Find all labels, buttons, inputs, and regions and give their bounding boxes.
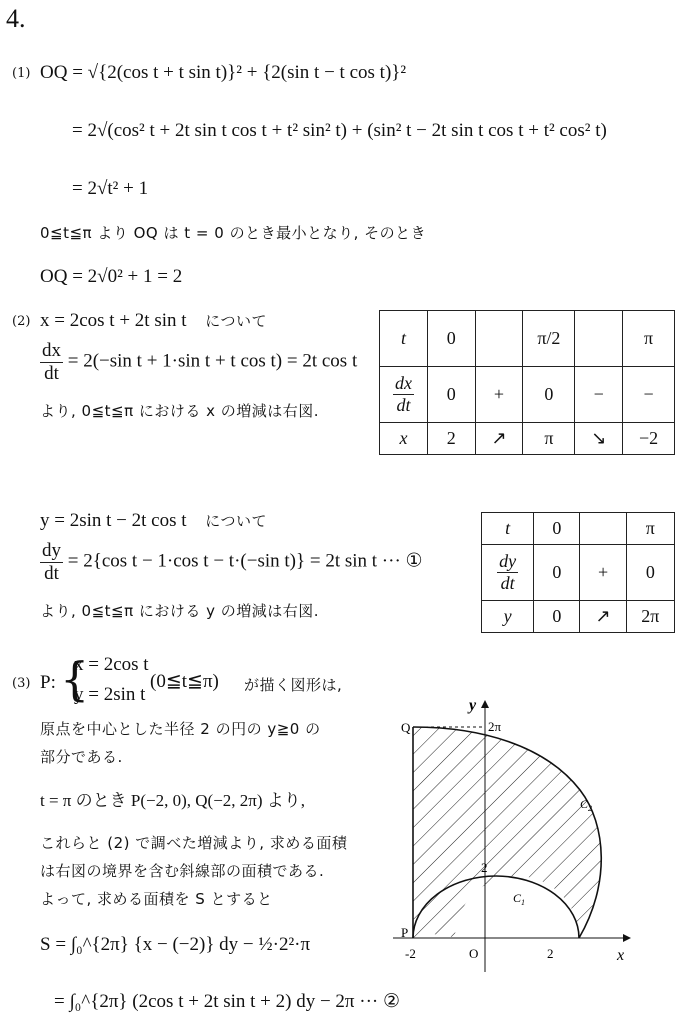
part2-y-def: [40, 510, 267, 532]
tx-dx-label: [393, 373, 414, 415]
dx-fraction: [40, 340, 63, 385]
tx-cell: −2: [623, 423, 675, 455]
tx-cell: π: [623, 311, 675, 367]
x-about-text: について: [205, 312, 267, 330]
tx-cell: ↘: [575, 423, 623, 455]
part3-line3: 部分である.: [40, 748, 123, 766]
part3-p-line1: x = 2cos t: [74, 654, 149, 675]
table-x-row-t: [380, 311, 675, 367]
dx-rhs: = 2(−sin t + 1·sin t + t cos t) = 2t cos t: [67, 350, 358, 372]
part2-y-text: より, 0≦t≦π における y の増減は右図.: [40, 602, 320, 620]
ty-cell: 0: [534, 513, 580, 545]
x-axis-arrow-icon: [623, 934, 631, 942]
y-def-expr: y = 2sin t − 2t cos t: [40, 510, 187, 531]
ty-cell: ↗: [580, 601, 626, 633]
part2-x-text: より, 0≦t≦π における x の増減は右図.: [40, 402, 320, 420]
part3-line5: これらと (2) で調べた増減より, 求める面積: [40, 834, 348, 852]
tx-cell: x: [399, 428, 408, 448]
graph-label-c2: [580, 797, 592, 813]
x-def-expr: x = 2cos t + 2t sin t: [40, 310, 187, 331]
dy-num: dy: [42, 540, 61, 561]
tx-cell: 0: [428, 367, 476, 423]
table-y-variation: [481, 512, 675, 633]
ty-cell: +: [580, 545, 626, 601]
part3-p-text: が描く図形は,: [244, 676, 343, 694]
tx-cell: 2: [428, 423, 476, 455]
shaded-region: [413, 727, 601, 938]
c2-sub: 2: [588, 804, 593, 813]
graph-label-p: P: [401, 925, 409, 940]
dx-den: dt: [44, 362, 59, 384]
part3-eq-s2: = ∫₀^{2π} (2cos t + 2t sin t + 2) dy − 2π ··· ②: [54, 991, 401, 1012]
tx-cell: −: [623, 367, 675, 423]
problem-number: 4.: [6, 4, 26, 33]
part3-line6: は右図の境界を含む斜線部の面積である.: [40, 862, 325, 880]
tx-cell: π/2: [523, 311, 575, 367]
ty-dy-num: dy: [499, 551, 517, 572]
brace-icon: {: [60, 652, 90, 706]
tx-cell: t: [401, 328, 407, 348]
graph-label-2pi: 2π: [488, 719, 502, 734]
ty-cell: t: [505, 518, 511, 538]
ty-cell: 0: [626, 545, 674, 601]
table-y-row-y: [482, 601, 675, 633]
part3-eq-s1: S = ∫₀^{2π} {x − (−2)} dy − ½·2²·π: [40, 934, 311, 955]
tx-cell: [475, 311, 523, 367]
dx-num: dx: [42, 340, 61, 361]
y-axis-arrow-icon: [481, 700, 489, 708]
part3-line4: t = π のとき P(−2, 0), Q(−2, 2π) より,: [40, 791, 306, 810]
graph-label-neg2: -2: [405, 946, 416, 961]
part2-x-def: [40, 310, 267, 332]
ty-cell: [580, 513, 626, 545]
tx-dx-den: dt: [396, 395, 411, 415]
part3-p-prefix: P:: [40, 672, 56, 693]
ty-cell: 2π: [626, 601, 674, 633]
graph-label-y: y: [469, 697, 477, 714]
ty-cell: y: [503, 606, 512, 626]
ty-cell: 0: [534, 545, 580, 601]
part2-dy-equation: [40, 540, 423, 585]
part3-line2: 原点を中心とした半径 2 の円の y≧0 の: [40, 720, 321, 738]
part1-text: 0≦t≦π より OQ は t = 0 のとき最小となり, そのとき: [40, 224, 427, 242]
tx-cell: +: [475, 367, 523, 423]
area-graph: [385, 690, 635, 980]
part1-eq-min: OQ = 2√0² + 1 = 2: [40, 266, 183, 287]
graph-label-o: O: [469, 946, 479, 961]
tx-cell: 0: [428, 311, 476, 367]
graph-label-x: x: [617, 947, 625, 964]
table-x-row-x: [380, 423, 675, 455]
ty-dy-label: [497, 551, 518, 593]
tx-dx-num: dx: [395, 373, 412, 394]
ty-cell: π: [626, 513, 674, 545]
part3-p-line2: y = 2sin t: [74, 684, 146, 705]
graph-label-2-x: 2: [547, 946, 554, 961]
dy-den: dt: [44, 562, 59, 584]
dy-rhs: = 2{cos t − 1·cos t − t·(−sin t)} = 2t sin t ··· ①: [67, 550, 423, 572]
part1-label: (1): [12, 66, 31, 81]
part2-dx-equation: [40, 340, 357, 385]
graph-label-c1: [513, 891, 525, 907]
ty-cell: 0: [534, 601, 580, 633]
ty-dy-den: dt: [500, 573, 515, 593]
part1-eq-oq: OQ = √{2(cos t + t sin t)}² + {2(sin t − t cos t)}²: [40, 62, 407, 83]
tx-cell: 0: [523, 367, 575, 423]
graph-label-2-axis: 2: [481, 860, 488, 875]
part1-eq-simplified: = 2√t² + 1: [72, 178, 149, 199]
tx-cell: −: [575, 367, 623, 423]
y-about-text: について: [205, 512, 267, 530]
part3-label: (3): [12, 676, 31, 691]
c1-letter: C: [513, 891, 522, 905]
table-y-row-deriv: [482, 545, 675, 601]
graph-label-q: Q: [401, 720, 411, 735]
tx-cell: ↗: [475, 423, 523, 455]
part3-line7: よって, 求める面積を S とすると: [40, 890, 273, 908]
part2-label: (2): [12, 314, 31, 329]
table-x-row-deriv: [380, 367, 675, 423]
dy-fraction: [40, 540, 63, 585]
tx-cell: [575, 311, 623, 367]
table-x-variation: [379, 310, 675, 455]
c2-letter: C: [580, 797, 589, 811]
c1-sub: 1: [521, 898, 526, 907]
tx-cell: π: [523, 423, 575, 455]
part1-eq-expand: = 2√(cos² t + 2t sin t cos t + t² sin² t) + (sin² t − 2t sin t cos t + t² cos² t): [72, 120, 607, 141]
part3-p-range: (0≦t≦π): [150, 671, 219, 692]
table-y-row-t: [482, 513, 675, 545]
